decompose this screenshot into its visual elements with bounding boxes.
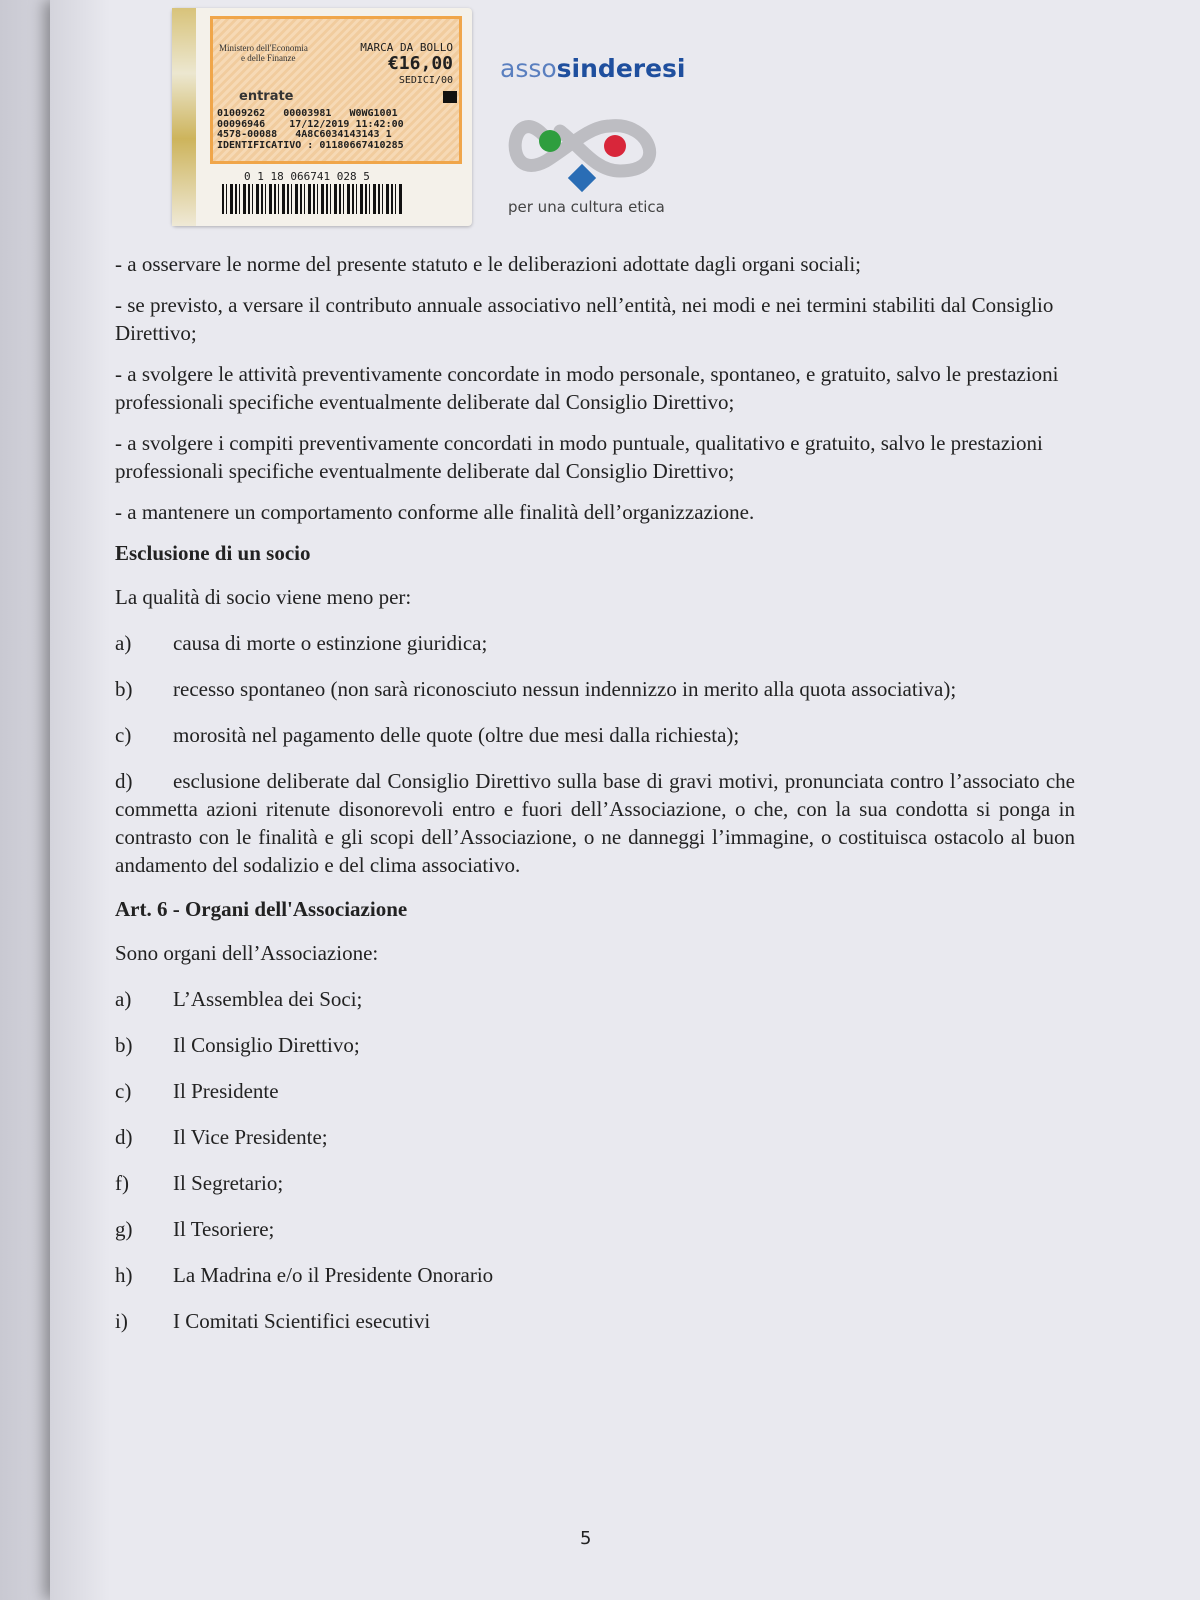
list-label: h) [115,1263,133,1287]
revenue-stamp [172,8,472,226]
stamp-face [210,16,462,164]
list-item [115,629,1075,657]
article-heading: Art. 6 - Organi dell'Associazione [115,897,408,921]
list-text: Il Segretario; [173,1171,284,1195]
list-item [115,767,1075,879]
obligation-paragraph: - a svolgere i compiti preventivamente concordati in modo puntuale, qualitativo e gratuito, salvo le prestazioni professionali specifiche eventualmente deliberate dal Consiglio Direttivo; [115,431,1043,483]
list-text: morosità nel pagamento delle quote (oltre due mesi dalla richiesta); [173,723,740,747]
list-item [115,721,1075,749]
assosinderesi-logo [500,48,686,228]
barcode-icon [222,184,402,214]
list-item [115,1031,1075,1059]
list-label: d) [115,769,133,793]
logo-tagline: per una cultura etica [508,198,665,216]
stamp-black-block [443,91,457,103]
document-body [115,250,1075,1353]
list-label: b) [115,1033,133,1057]
logo-name: sinderesi [556,54,686,83]
stamp-ministry [219,43,308,63]
hologram-strip [172,8,196,226]
stamp-ministry-line1: Ministero dell'Economia [219,43,308,53]
list-label: c) [115,1079,132,1103]
list-text: L’Assemblea dei Soci; [173,987,363,1011]
list-item [115,1307,1075,1335]
infinity-stroke [515,126,650,171]
list-text: esclusione deliberate dal Consiglio Direttivo sulla base di gravi motivi, pronunciata contro l’associato che commetta azioni ritenute disonorevoli entro e fuori dell’Associazione, o che, con la sua condotta si ponga in contrasto con le finalità e gli scopi dell’Associazione, o ne danneggi l’immagine, o costituisca ostacolo al buon andamento del sodalizio e del clima associativo. [115,769,1075,877]
list-label: a) [115,631,132,655]
list-item [115,675,1075,703]
section-intro: Sono organi dell’Associazione: [115,941,379,965]
stamp-code: SEDICI/00 [398,75,453,86]
list-label: c) [115,723,132,747]
green-dot-icon [539,130,561,152]
list-label: a) [115,987,132,1011]
obligation-paragraph: - se previsto, a versare il contributo annuale associativo nell’entità, nei modi e nei termini stabiliti dal Consiglio Direttivo; [115,293,1054,345]
stamp-ministry-line2: e delle Finanze [241,53,296,63]
list-label: b) [115,677,133,701]
page-number: 5 [580,1528,592,1549]
list-text: Il Tesoriere; [173,1217,275,1241]
list-label: g) [115,1217,133,1241]
list-text: Il Vice Presidente; [173,1125,328,1149]
entrate-logo: entrate [239,89,294,104]
list-item [115,1261,1075,1289]
obligation-paragraph: - a mantenere un comportamento conforme alle finalità dell’organizzazione. [115,500,755,524]
list-text: La Madrina e/o il Presidente Onorario [173,1263,494,1287]
list-text: Il Presidente [173,1079,279,1103]
infinity-logo-icon [500,86,680,196]
logo-prefix: asso [500,54,557,83]
obligation-paragraph: - a svolgere le attività preventivamente concordate in modo personale, spontaneo, e gratuito, salvo le prestazioni professionali specifiche eventualmente deliberate dal Consiglio Direttivo; [115,362,1059,414]
section-heading: Esclusione di un socio [115,541,311,565]
section-intro: La qualità di socio viene meno per: [115,585,412,609]
list-text: Il Consiglio Direttivo; [173,1033,360,1057]
list-text: causa di morte o estinzione giuridica; [173,631,488,655]
list-label: f) [115,1171,129,1195]
list-text: I Comitati Scientifici esecutivi [173,1309,431,1333]
obligation-paragraph: - a osservare le norme del presente statuto e le deliberazioni adottate dagli organi sociali; [115,252,861,276]
red-dot-icon [604,135,626,157]
list-label: d) [115,1125,133,1149]
list-item [115,1077,1075,1105]
stamp-marca: MARCA DA BOLLO [360,41,453,54]
list-item [115,985,1075,1013]
barcode-number: 0 1 18 066741 028 5 [244,170,370,183]
logo-title [500,54,686,83]
blue-diamond-icon [568,164,596,192]
list-text: recesso spontaneo (non sarà riconosciuto nessun indennizzo in merito alla quota associativa); [173,677,957,701]
stamp-amount: €16,00 [387,53,453,74]
list-item [115,1169,1075,1197]
list-label: i) [115,1309,128,1333]
list-item [115,1123,1075,1151]
list-item [115,1215,1075,1243]
stamp-serial-lines: 01009262 00003981 W0WG1001 00096946 17/12/2019 11:42:00 4578-00088 4A8C6034143143 1 IDENTIFICATIVO : 01180667410285 [217,108,404,151]
